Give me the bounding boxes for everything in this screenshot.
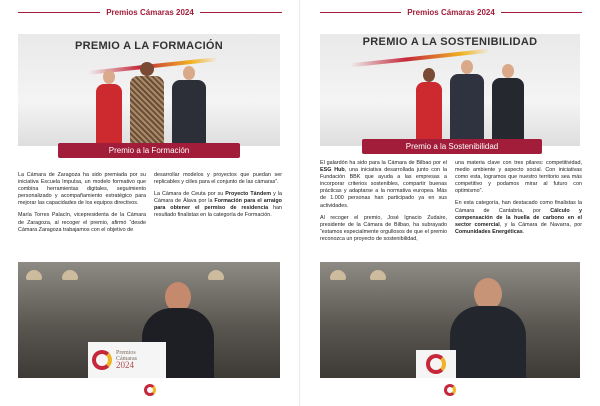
header-rule <box>200 12 282 13</box>
person <box>492 64 524 146</box>
person <box>450 60 484 146</box>
speaker <box>450 278 526 378</box>
section-banner: Premio a la Formación <box>58 143 240 158</box>
paragraph: En esta categoría, han destacado como finalistas la Cámara de Cantabria, por Cálculo y compensación de la huella de carbono en el sector comercial, y la Cámara de Navarra, por Comunidades Energéticas. <box>455 200 582 235</box>
paragraph: La Cámara de Ceuta por su Proyecto Tándem y la Cámara de Álava por la Formación para el arraigo para obtener el permiso de residencia han resultado finalistas en la categoría de Formación. <box>154 191 282 219</box>
page-header <box>320 6 582 18</box>
speaker-photo-left <box>18 262 280 378</box>
person <box>172 66 206 146</box>
article-column <box>154 172 282 256</box>
person <box>416 68 442 146</box>
paragraph: La Cámara de Zaragoza ha sido premiada por su iniciativa Escuela Impulsa, un modelo formativo que combina herramientas digitales, seguimiento personalizado y acompañamiento estratégico para mejorar las capacidades de los equipos directivos. <box>18 172 146 207</box>
award-photo-formacion <box>18 34 280 146</box>
podium-text: Premios Cámaras 2024 <box>116 350 137 370</box>
header-title: Premios Cámaras 2024 <box>407 7 495 17</box>
camaras-logo-icon <box>444 384 456 396</box>
wall-lamp <box>330 270 346 280</box>
paragraph: Al recoger el premio, José Ignacio Zudaire, presidente de la Cámara de Bilbao, ha subrayado “estamos especialmente orgullosos de que el premio reconozca un proyecto de sostenibilidad, <box>320 214 447 242</box>
article-column <box>18 172 146 256</box>
person <box>96 70 122 146</box>
paragraph: una materia clave con tres pilares: competitividad, medio ambiente y aspecto social. Con iniciativas como esta, logramos que nuestro territorio sea más competitivo y podamos mirar al futuro con optimismo”. <box>455 160 582 195</box>
header-rule <box>18 12 100 13</box>
article-columns <box>18 172 282 256</box>
podium <box>88 342 166 378</box>
header-title: Premios Cámaras 2024 <box>106 7 194 17</box>
wall-lamp <box>370 270 386 280</box>
camaras-logo <box>426 354 446 374</box>
right-page <box>300 0 600 406</box>
person <box>130 62 164 146</box>
camaras-logo-icon <box>144 384 156 396</box>
backdrop-title: PREMIO A LA SOSTENIBILIDAD <box>362 36 538 48</box>
article-column <box>455 160 582 260</box>
wall-lamp <box>26 270 42 280</box>
page-header <box>18 6 282 18</box>
wall-lamp <box>62 270 78 280</box>
paragraph: María Torres Palacín, vicepresidenta de la Cámara de Zaragoza, al recoger el premio, afirmó “desde Cámara Zaragoza trabajamos con el objetivo de <box>18 212 146 233</box>
paragraph: desarrollar modelos y proyectos que puedan ser replicables y ciiles para el conjunto de las cámaras”. <box>154 172 282 186</box>
header-rule <box>501 12 582 13</box>
section-banner: Premio a la Sostenibilidad <box>362 139 542 154</box>
award-photo-sostenibilidad <box>320 34 580 146</box>
paragraph: El galardón ha sido para la Cámara de Bilbao por el ESG Hub, una iniciativa desarrollada junto con la Fundación BBK que ayuda a las empresas a incorporar criterios sostenibles, compartir buenas prácticas y adaptarse a la normativa europea. Más de 1.000 personas han participado ya en sus actividades. <box>320 160 447 209</box>
article-columns <box>320 160 582 260</box>
backdrop-title: PREMIO A LA FORMACIÓN <box>74 40 224 52</box>
wall-lamp <box>208 270 224 280</box>
camaras-logo <box>92 350 112 370</box>
article-column <box>320 160 447 260</box>
header-rule <box>320 12 401 13</box>
speaker-photo-right <box>320 262 580 378</box>
podium <box>416 350 456 378</box>
